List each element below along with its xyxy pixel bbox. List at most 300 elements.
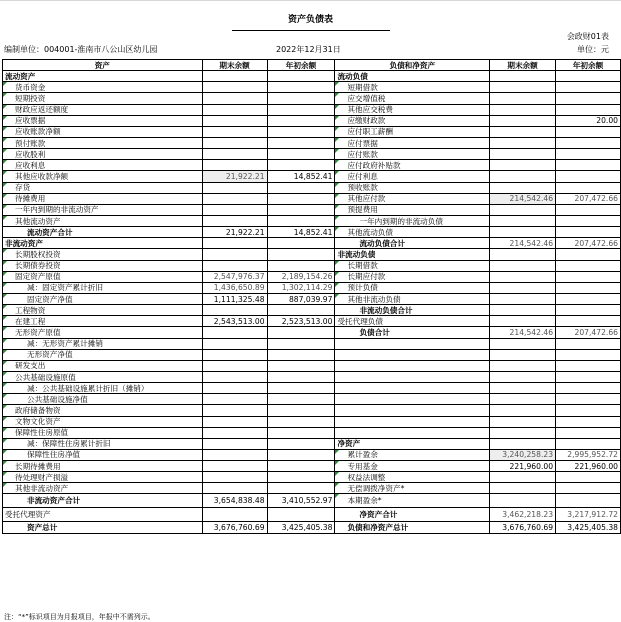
amount-cell[interactable]: [556, 349, 621, 360]
table-row: [3, 383, 621, 394]
table-row: [3, 349, 621, 360]
asset-label-cell[interactable]: 应收票据: [3, 115, 203, 126]
amount-cell[interactable]: [267, 338, 335, 349]
amount-cell[interactable]: [490, 160, 556, 171]
amount-cell[interactable]: [556, 260, 621, 271]
amount-cell[interactable]: [267, 71, 335, 82]
asset-label-cell[interactable]: 文物文化资产: [3, 416, 203, 427]
amount-cell[interactable]: [490, 405, 556, 416]
liability-label-cell[interactable]: 专用基金: [335, 461, 490, 472]
amount-cell[interactable]: [556, 171, 621, 182]
table-row: [3, 371, 621, 382]
amount-cell[interactable]: [490, 394, 556, 405]
amount-cell[interactable]: 1,111,325.48: [202, 293, 267, 304]
amount-cell[interactable]: [267, 394, 335, 405]
amount-cell[interactable]: [490, 316, 556, 327]
amount-cell[interactable]: [202, 349, 267, 360]
liability-label-cell[interactable]: 其他流动负债: [335, 227, 490, 238]
amount-cell[interactable]: [267, 215, 335, 226]
amount-cell[interactable]: [556, 438, 621, 449]
amount-cell[interactable]: [490, 472, 556, 483]
asset-label-cell[interactable]: 非流动资产合计: [3, 494, 203, 508]
amount-cell[interactable]: [202, 405, 267, 416]
amount-cell[interactable]: [202, 149, 267, 160]
amount-cell[interactable]: [267, 327, 335, 338]
liability-label-cell[interactable]: 一年内到期的非流动负债: [335, 215, 490, 226]
liability-label-cell[interactable]: [335, 427, 490, 438]
asset-label-cell[interactable]: 长期股权投资: [3, 249, 203, 260]
liability-label-cell[interactable]: 受托代理负债: [335, 316, 490, 327]
amount-cell[interactable]: 21,922.21: [202, 227, 267, 238]
amount-cell[interactable]: [267, 204, 335, 215]
amount-cell[interactable]: [556, 160, 621, 171]
amount-cell[interactable]: [202, 182, 267, 193]
liability-label-cell[interactable]: 预计负债: [335, 282, 490, 293]
table-row: [3, 249, 621, 260]
liability-label-cell[interactable]: [335, 371, 490, 382]
amount-cell[interactable]: [490, 249, 556, 260]
liability-label-cell[interactable]: [335, 360, 490, 371]
amount-cell[interactable]: [556, 93, 621, 104]
table-row: [3, 271, 621, 282]
amount-cell[interactable]: [202, 160, 267, 171]
amount-cell[interactable]: [556, 371, 621, 382]
asset-label-cell[interactable]: 其他流动资产: [3, 215, 203, 226]
amount-cell[interactable]: [267, 360, 335, 371]
amount-cell[interactable]: [202, 461, 267, 472]
amount-cell[interactable]: [267, 137, 335, 148]
asset-label-cell[interactable]: 减：公共基础设施累计折旧（摊销）: [3, 383, 203, 394]
asset-label-cell[interactable]: 应收账款净额: [3, 126, 203, 137]
asset-label-cell[interactable]: 待处理财产损溢: [3, 472, 203, 483]
amount-cell[interactable]: [202, 427, 267, 438]
amount-cell[interactable]: [490, 371, 556, 382]
amount-cell[interactable]: [267, 182, 335, 193]
amount-cell[interactable]: [490, 438, 556, 449]
amount-cell[interactable]: [490, 215, 556, 226]
table-row: [3, 522, 621, 533]
amount-cell[interactable]: [267, 438, 335, 449]
amount-cell[interactable]: 3,425,405.38: [556, 522, 621, 533]
amount-cell[interactable]: [556, 215, 621, 226]
asset-label-cell[interactable]: 短期投资: [3, 93, 203, 104]
amount-cell[interactable]: [267, 416, 335, 427]
table-row: [3, 104, 621, 115]
liability-label-cell[interactable]: 无偿调拨净资产*: [335, 483, 490, 494]
amount-cell[interactable]: 3,240,258.23: [490, 449, 556, 460]
asset-label-cell[interactable]: 流动资产合计: [3, 227, 203, 238]
asset-label-cell[interactable]: 固定资产原值: [3, 271, 203, 282]
table-row: [3, 282, 621, 293]
amount-cell[interactable]: [202, 327, 267, 338]
amount-cell[interactable]: [202, 371, 267, 382]
amount-cell[interactable]: [202, 305, 267, 316]
amount-cell[interactable]: [556, 305, 621, 316]
table-row: [3, 305, 621, 316]
asset-label-cell[interactable]: 一年内到期的非流动资产: [3, 204, 203, 215]
asset-label-cell[interactable]: 保障性住房净值: [3, 449, 203, 460]
table-row: [3, 508, 621, 522]
asset-label-cell[interactable]: 减：固定资产累计折旧: [3, 282, 203, 293]
amount-cell[interactable]: 221,960.00: [556, 461, 621, 472]
liability-label-cell[interactable]: 应付利息: [335, 171, 490, 182]
asset-label-cell[interactable]: 在建工程: [3, 316, 203, 327]
amount-cell[interactable]: [556, 383, 621, 394]
amount-cell[interactable]: 3,217,912.72: [556, 508, 621, 522]
amount-cell[interactable]: [490, 171, 556, 182]
amount-cell[interactable]: [267, 483, 335, 494]
table-row: [3, 494, 621, 508]
amount-cell[interactable]: [490, 137, 556, 148]
amount-cell[interactable]: [202, 472, 267, 483]
table-header-row: [3, 60, 621, 71]
liability-label-cell[interactable]: 累计盈余: [335, 449, 490, 460]
amount-cell[interactable]: [267, 383, 335, 394]
amount-cell[interactable]: 1,302,114.29: [267, 282, 335, 293]
table-row: [3, 227, 621, 238]
amount-cell[interactable]: [267, 508, 335, 522]
asset-label-cell[interactable]: 其他应收款净额: [3, 171, 203, 182]
liability-label-cell[interactable]: 净资产合计: [335, 508, 490, 522]
table-row: [3, 293, 621, 304]
amount-cell[interactable]: [267, 126, 335, 137]
amount-cell[interactable]: [267, 238, 335, 249]
title-underline: [232, 30, 390, 31]
amount-cell[interactable]: [490, 416, 556, 427]
table-row: [3, 126, 621, 137]
amount-cell[interactable]: [556, 293, 621, 304]
amount-cell[interactable]: [490, 104, 556, 115]
liability-label-cell[interactable]: 长期借款: [335, 260, 490, 271]
amount-cell[interactable]: [556, 427, 621, 438]
table-row: [3, 449, 621, 460]
form-code: 会政财01表: [566, 32, 609, 41]
amount-cell[interactable]: [202, 360, 267, 371]
amount-cell[interactable]: [556, 338, 621, 349]
amount-cell[interactable]: [267, 115, 335, 126]
liability-label-cell[interactable]: 净资产: [335, 438, 490, 449]
entity-label: 编制单位：004001-淮南市八公山区幼儿园: [4, 45, 158, 54]
amount-cell[interactable]: [267, 472, 335, 483]
footer-note: 注：“*”标识项目为月报项目，年报中不需列示。: [4, 613, 155, 621]
asset-label-cell[interactable]: 非流动资产: [3, 238, 203, 249]
amount-cell[interactable]: [556, 472, 621, 483]
table-row: [3, 416, 621, 427]
liability-label-cell[interactable]: 负债合计: [335, 327, 490, 338]
liability-label-cell[interactable]: 预提费用: [335, 204, 490, 215]
asset-label-cell[interactable]: 应收利息: [3, 160, 203, 171]
asset-label-cell[interactable]: 工程物资: [3, 305, 203, 316]
liability-label-cell[interactable]: 应付账款: [335, 149, 490, 160]
liability-label-cell[interactable]: [335, 338, 490, 349]
amount-cell[interactable]: [267, 249, 335, 260]
amount-cell[interactable]: [556, 71, 621, 82]
amount-cell[interactable]: [202, 82, 267, 93]
amount-cell[interactable]: 14,852.41: [267, 227, 335, 238]
amount-cell[interactable]: [490, 71, 556, 82]
amount-cell[interactable]: [202, 137, 267, 148]
asset-label-cell[interactable]: 待摊费用: [3, 193, 203, 204]
amount-cell[interactable]: [490, 126, 556, 137]
amount-cell[interactable]: 3,654,838.48: [202, 494, 267, 508]
column-header[interactable]: 资产: [3, 60, 203, 71]
asset-label-cell[interactable]: 财政应返还额度: [3, 104, 203, 115]
amount-cell[interactable]: 1,436,650.89: [202, 282, 267, 293]
table-row: [3, 215, 621, 226]
amount-cell[interactable]: [202, 483, 267, 494]
asset-label-cell[interactable]: 固定资产净值: [3, 293, 203, 304]
amount-cell[interactable]: [490, 149, 556, 160]
amount-cell[interactable]: [490, 282, 556, 293]
table-row: [3, 461, 621, 472]
table-row: [3, 149, 621, 160]
table-row: [3, 438, 621, 449]
amount-cell[interactable]: [202, 338, 267, 349]
report-date: 2022年12月31日: [276, 45, 341, 54]
table-row: [3, 338, 621, 349]
table-row: [3, 160, 621, 171]
table-row: [3, 260, 621, 271]
amount-cell[interactable]: [490, 293, 556, 304]
amount-cell[interactable]: 21,922.21: [202, 171, 267, 182]
asset-label-cell[interactable]: 公共基础设施原值: [3, 371, 203, 382]
amount-cell[interactable]: [267, 305, 335, 316]
amount-cell[interactable]: [556, 483, 621, 494]
asset-label-cell[interactable]: 减：无形资产累计摊销: [3, 338, 203, 349]
amount-cell[interactable]: 214,542.46: [490, 193, 556, 204]
amount-cell[interactable]: [202, 394, 267, 405]
table-row: [3, 137, 621, 148]
amount-cell[interactable]: 207,472.66: [556, 238, 621, 249]
amount-cell[interactable]: [202, 249, 267, 260]
amount-cell[interactable]: 214,542.46: [490, 238, 556, 249]
amount-cell[interactable]: 20.00: [556, 115, 621, 126]
amount-cell[interactable]: [490, 204, 556, 215]
amount-cell[interactable]: 2,189,154.26: [267, 271, 335, 282]
amount-cell[interactable]: [267, 193, 335, 204]
amount-cell[interactable]: [202, 508, 267, 522]
amount-cell[interactable]: [267, 349, 335, 360]
meta-row: [0, 44, 621, 56]
table-row: [3, 316, 621, 327]
asset-label-cell[interactable]: 研发支出: [3, 360, 203, 371]
liability-label-cell[interactable]: 应付政府补贴款: [335, 160, 490, 171]
amount-cell[interactable]: 2,995,952.72: [556, 449, 621, 460]
liability-label-cell[interactable]: 短期借款: [335, 82, 490, 93]
asset-label-cell[interactable]: 无形资产净值: [3, 349, 203, 360]
asset-label-cell[interactable]: 货币资金: [3, 82, 203, 93]
amount-cell[interactable]: [202, 449, 267, 460]
asset-label-cell[interactable]: 公共基础设施净值: [3, 394, 203, 405]
table-row: [3, 171, 621, 182]
liability-label-cell[interactable]: 应付职工薪酬: [335, 126, 490, 137]
amount-cell[interactable]: 3,676,760.69: [490, 522, 556, 533]
amount-cell[interactable]: 2,543,513.00: [202, 316, 267, 327]
amount-cell[interactable]: 207,472.66: [556, 327, 621, 338]
asset-label-cell[interactable]: 保障性住房原值: [3, 427, 203, 438]
amount-cell[interactable]: [556, 282, 621, 293]
amount-cell[interactable]: [556, 126, 621, 137]
amount-cell[interactable]: [490, 494, 556, 508]
amount-cell[interactable]: [490, 305, 556, 316]
amount-cell[interactable]: [202, 438, 267, 449]
table-row: [3, 327, 621, 338]
amount-cell[interactable]: [267, 160, 335, 171]
asset-label-cell[interactable]: 长期债券投资: [3, 260, 203, 271]
amount-cell[interactable]: [556, 394, 621, 405]
asset-label-cell[interactable]: 其他非流动资产: [3, 483, 203, 494]
unit-label: 单位：元: [577, 45, 609, 54]
column-header[interactable]: 期末余额: [202, 60, 267, 71]
amount-cell[interactable]: [202, 115, 267, 126]
amount-cell[interactable]: [267, 449, 335, 460]
table-row: [3, 405, 621, 416]
amount-cell[interactable]: [556, 82, 621, 93]
amount-cell[interactable]: [202, 204, 267, 215]
asset-label-cell[interactable]: 受托代理资产: [3, 508, 203, 522]
asset-label-cell[interactable]: 预付账款: [3, 137, 203, 148]
amount-cell[interactable]: [490, 82, 556, 93]
amount-cell[interactable]: [267, 461, 335, 472]
table-row: [3, 71, 621, 82]
amount-cell[interactable]: [490, 271, 556, 282]
amount-cell[interactable]: 2,547,976.37: [202, 271, 267, 282]
liability-label-cell[interactable]: [335, 405, 490, 416]
amount-cell[interactable]: [202, 215, 267, 226]
table-row: [3, 115, 621, 126]
amount-cell[interactable]: [490, 260, 556, 271]
report-title: 资产负债表: [287, 15, 333, 25]
amount-cell[interactable]: [490, 93, 556, 104]
amount-cell[interactable]: [556, 405, 621, 416]
table-row: [3, 238, 621, 249]
amount-cell[interactable]: [556, 204, 621, 215]
liability-label-cell[interactable]: 应付票据: [335, 137, 490, 148]
asset-label-cell[interactable]: 政府储备物资: [3, 405, 203, 416]
liability-label-cell[interactable]: [335, 349, 490, 360]
amount-cell[interactable]: [556, 137, 621, 148]
amount-cell[interactable]: 3,410,552.97: [267, 494, 335, 508]
liability-label-cell[interactable]: [335, 383, 490, 394]
amount-cell[interactable]: [490, 227, 556, 238]
amount-cell[interactable]: [202, 238, 267, 249]
table-body: [3, 71, 621, 533]
table-row: [3, 360, 621, 371]
liability-label-cell[interactable]: 应交增值税: [335, 93, 490, 104]
amount-cell[interactable]: [267, 149, 335, 160]
amount-cell[interactable]: [202, 383, 267, 394]
amount-cell[interactable]: [202, 193, 267, 204]
liability-label-cell[interactable]: 预收账款: [335, 182, 490, 193]
amount-cell[interactable]: 3,425,405.38: [267, 522, 335, 533]
amount-cell[interactable]: 3,462,218.23: [490, 508, 556, 522]
amount-cell[interactable]: 214,542.46: [490, 327, 556, 338]
amount-cell[interactable]: [267, 427, 335, 438]
amount-cell[interactable]: [202, 416, 267, 427]
amount-cell[interactable]: [267, 82, 335, 93]
liability-label-cell[interactable]: 应缴财政款: [335, 115, 490, 126]
amount-cell[interactable]: [556, 271, 621, 282]
column-header[interactable]: 年初余额: [267, 60, 335, 71]
amount-cell[interactable]: [202, 104, 267, 115]
amount-cell[interactable]: [556, 360, 621, 371]
amount-cell[interactable]: 221,960.00: [490, 461, 556, 472]
table-row: [3, 93, 621, 104]
amount-cell[interactable]: [202, 93, 267, 104]
amount-cell[interactable]: [202, 260, 267, 271]
amount-cell[interactable]: [556, 104, 621, 115]
amount-cell[interactable]: [490, 338, 556, 349]
amount-cell[interactable]: [490, 349, 556, 360]
amount-cell[interactable]: [202, 71, 267, 82]
amount-cell[interactable]: 2,523,513.00: [267, 316, 335, 327]
amount-cell[interactable]: [267, 93, 335, 104]
asset-label-cell[interactable]: 应收股利: [3, 149, 203, 160]
amount-cell[interactable]: 207,472.66: [556, 193, 621, 204]
table-row: [3, 483, 621, 494]
liability-label-cell[interactable]: 非流动负债合计: [335, 305, 490, 316]
amount-cell[interactable]: [556, 227, 621, 238]
amount-cell[interactable]: [556, 182, 621, 193]
amount-cell[interactable]: [556, 149, 621, 160]
liability-label-cell[interactable]: 流动负债: [335, 71, 490, 82]
asset-label-cell[interactable]: 减：保障性住房累计折旧: [3, 438, 203, 449]
liability-label-cell[interactable]: 权益法调整: [335, 472, 490, 483]
asset-label-cell[interactable]: 资产总计: [3, 522, 203, 533]
amount-cell[interactable]: [267, 260, 335, 271]
liability-label-cell[interactable]: 其他应交税费: [335, 104, 490, 115]
amount-cell[interactable]: [490, 360, 556, 371]
amount-cell[interactable]: [490, 427, 556, 438]
liability-label-cell[interactable]: 本期盈余*: [335, 494, 490, 508]
amount-cell[interactable]: [490, 383, 556, 394]
amount-cell[interactable]: [490, 182, 556, 193]
amount-cell[interactable]: [267, 405, 335, 416]
asset-label-cell[interactable]: 存货: [3, 182, 203, 193]
liability-label-cell[interactable]: [335, 416, 490, 427]
liability-label-cell[interactable]: [335, 394, 490, 405]
amount-cell[interactable]: [556, 249, 621, 260]
liability-label-cell[interactable]: 长期应付款: [335, 271, 490, 282]
amount-cell[interactable]: [490, 483, 556, 494]
amount-cell[interactable]: [202, 126, 267, 137]
amount-cell[interactable]: 887,039.97: [267, 293, 335, 304]
amount-cell[interactable]: [490, 115, 556, 126]
amount-cell[interactable]: 3,676,760.69: [202, 522, 267, 533]
liability-label-cell[interactable]: 其他应付款: [335, 193, 490, 204]
column-header[interactable]: 期末余额: [490, 60, 556, 71]
asset-label-cell[interactable]: 长期待摊费用: [3, 461, 203, 472]
amount-cell[interactable]: 14,852.41: [267, 171, 335, 182]
amount-cell[interactable]: [267, 371, 335, 382]
asset-label-cell[interactable]: 无形资产原值: [3, 327, 203, 338]
balance-sheet-table: [2, 59, 621, 534]
liability-label-cell[interactable]: 其他非流动负债: [335, 293, 490, 304]
column-header[interactable]: 负债和净资产: [335, 60, 490, 71]
liability-label-cell[interactable]: 流动负债合计: [335, 238, 490, 249]
asset-label-cell[interactable]: 流动资产: [3, 71, 203, 82]
table-row: [3, 204, 621, 215]
table-row: [3, 472, 621, 483]
liability-label-cell[interactable]: 负债和净资产总计: [335, 522, 490, 533]
liability-label-cell[interactable]: 非流动负债: [335, 249, 490, 260]
amount-cell[interactable]: [556, 316, 621, 327]
amount-cell[interactable]: [556, 494, 621, 508]
table-row: [3, 193, 621, 204]
amount-cell[interactable]: [556, 416, 621, 427]
amount-cell[interactable]: [267, 104, 335, 115]
column-header[interactable]: 年初余额: [556, 60, 621, 71]
